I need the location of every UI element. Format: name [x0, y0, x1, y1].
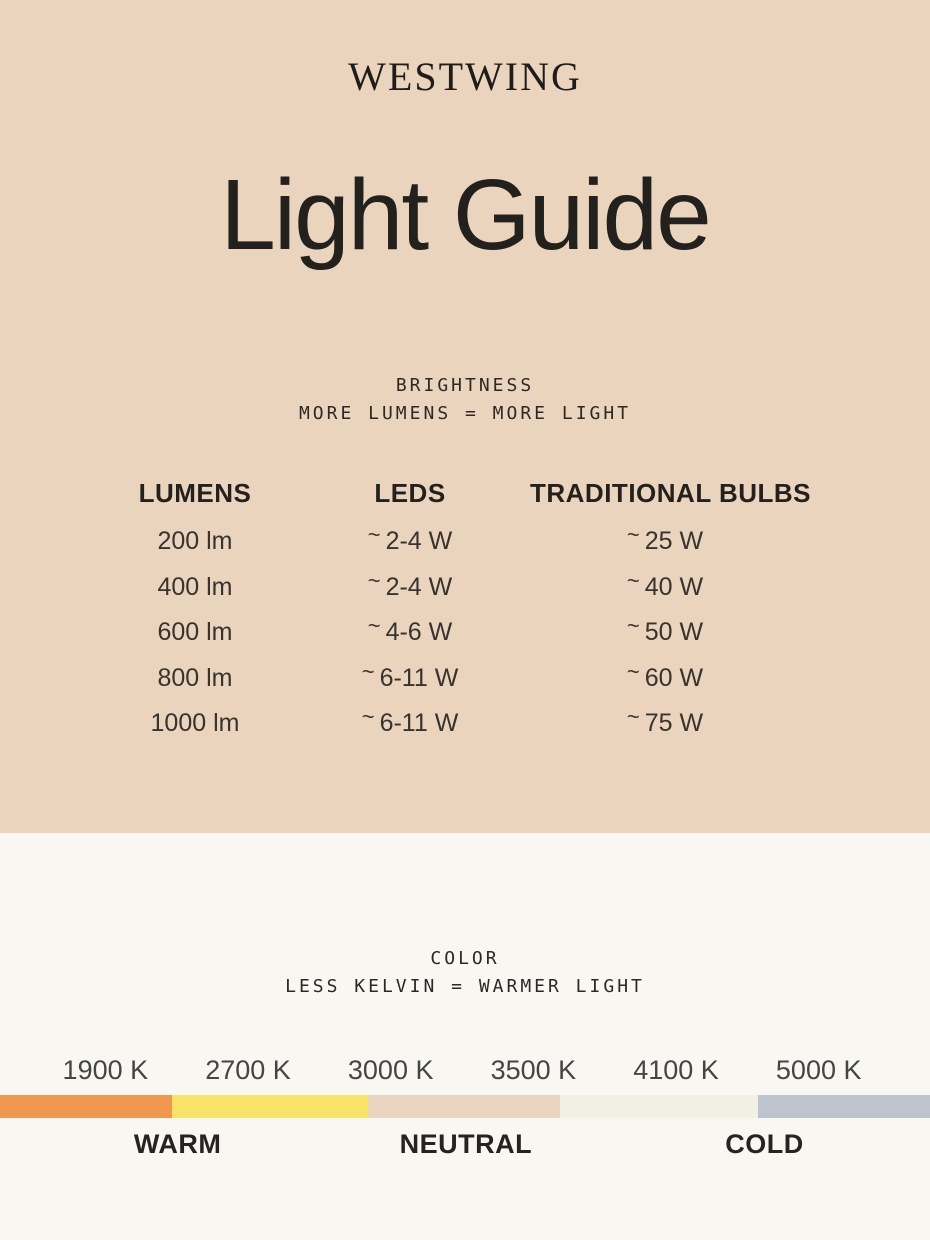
leds-value: 6-11 W [379, 663, 459, 692]
color-bar-segment [172, 1095, 368, 1118]
color-bar-segment [368, 1095, 560, 1118]
leds-cell [290, 701, 530, 747]
bulbs-cell [530, 701, 800, 747]
zone-labels [0, 1129, 930, 1169]
zone-label-neutral: NEUTRAL [399, 1129, 533, 1159]
approx-tilde: ~ [626, 522, 640, 547]
table-row [100, 610, 930, 656]
leds-value: 2-4 W [385, 572, 453, 601]
brightness-subheading: MORE LUMENS = MORE LIGHT [298, 403, 632, 424]
approx-tilde: ~ [361, 704, 375, 729]
lumens-cell: 1000 lm [150, 709, 240, 737]
lumens-cell: 400 lm [157, 572, 233, 601]
bulbs-cell [530, 656, 800, 702]
zone-label-warm: WARM [133, 1129, 222, 1159]
bulbs-value: 40 W [644, 572, 704, 601]
bulbs-value: 25 W [644, 527, 704, 555]
lumens-cell: 600 lm [157, 618, 233, 646]
page-title: Light Guide [220, 159, 710, 271]
leds-cell [290, 656, 530, 702]
leds-value: 6-11 W [379, 709, 459, 737]
leds-cell [290, 565, 530, 611]
color-section [0, 833, 930, 1240]
brightness-heading: BRIGHTNESS [395, 375, 535, 396]
kelvin-label: 5000 K [775, 1055, 862, 1085]
table-row [100, 565, 930, 611]
approx-tilde: ~ [626, 658, 640, 684]
bulbs-cell [530, 519, 800, 565]
bulbs-value: 50 W [644, 618, 704, 646]
approx-tilde: ~ [367, 613, 381, 638]
table-row [100, 656, 930, 702]
table-row [100, 519, 930, 565]
approx-tilde: ~ [367, 567, 381, 593]
bulbs-value: 75 W [644, 709, 704, 737]
color-temperature-bar [0, 1095, 930, 1118]
column-header-lumens: LUMENS [138, 478, 252, 508]
kelvin-label: 1900 K [62, 1055, 149, 1085]
bulbs-cell [530, 610, 800, 656]
approx-tilde: ~ [626, 613, 640, 638]
color-heading: COLOR [430, 948, 500, 969]
kelvin-label: 3000 K [347, 1055, 434, 1085]
approx-tilde: ~ [361, 658, 375, 684]
kelvin-label: 2700 K [205, 1055, 291, 1085]
leds-value: 4-6 W [385, 618, 453, 646]
brightness-heading-block [0, 372, 930, 428]
leds-cell [290, 519, 530, 565]
color-subheading: LESS KELVIN = WARMER LIGHT [285, 976, 645, 997]
lumens-table [0, 478, 930, 747]
column-header-traditional-bulbs: TRADITIONAL BULBS [530, 478, 812, 508]
lumens-cell: 200 lm [157, 527, 233, 555]
leds-value: 2-4 W [385, 527, 453, 555]
kelvin-label: 4100 K [633, 1055, 719, 1085]
color-heading-block [0, 833, 930, 1001]
lumens-cell: 800 lm [157, 663, 233, 692]
bulbs-value: 60 W [644, 663, 704, 692]
color-bar-segment [758, 1095, 930, 1118]
table-body [100, 519, 930, 747]
kelvin-scale [34, 1055, 890, 1086]
kelvin-label: 3500 K [490, 1055, 577, 1085]
brand-logo: WESTWING [348, 54, 582, 99]
table-row [100, 701, 930, 747]
color-bar-segment [560, 1095, 758, 1118]
approx-tilde: ~ [626, 567, 640, 593]
approx-tilde: ~ [367, 522, 381, 547]
approx-tilde: ~ [626, 704, 640, 729]
bulbs-cell [530, 565, 800, 611]
zone-label-cold: COLD [725, 1129, 804, 1159]
column-header-leds: LEDS [374, 478, 446, 508]
table-header-row [100, 478, 930, 509]
color-bar-segment [0, 1095, 172, 1118]
leds-cell [290, 610, 530, 656]
